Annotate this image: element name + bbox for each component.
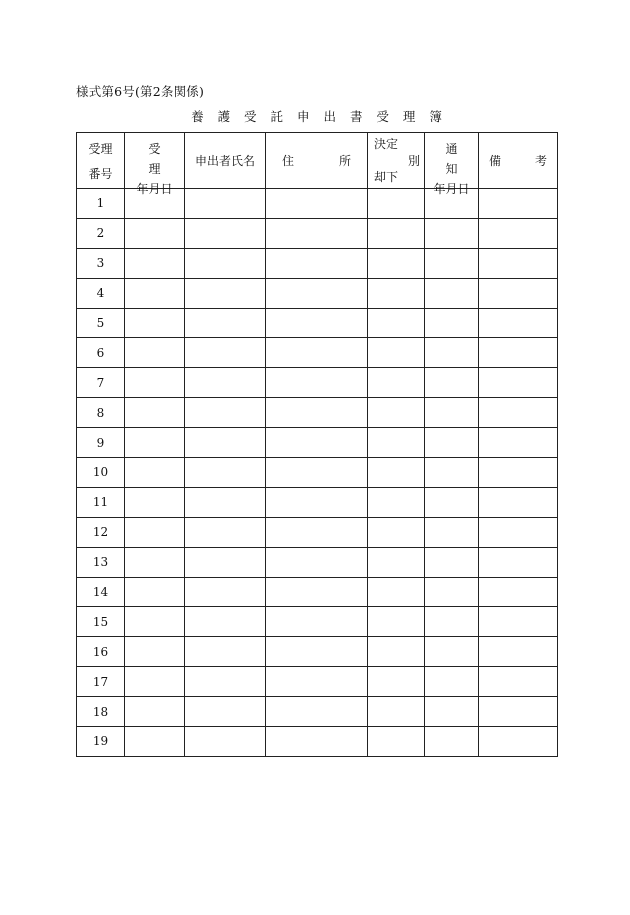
decision-cell[interactable] <box>368 278 425 308</box>
decision-cell[interactable] <box>368 697 425 727</box>
decision-cell[interactable] <box>368 637 425 667</box>
remarks-cell[interactable] <box>479 368 558 398</box>
applicant-name-cell[interactable] <box>185 607 266 637</box>
header-receipt-date <box>125 133 185 196</box>
applicant-name-cell[interactable] <box>185 278 266 308</box>
applicant-name-cell[interactable] <box>185 398 266 428</box>
applicant-name-cell[interactable] <box>185 727 266 757</box>
remarks-cell[interactable] <box>479 189 558 219</box>
remarks-cell[interactable] <box>479 428 558 458</box>
row-number-cell: 3 <box>77 248 125 278</box>
remarks-cell[interactable] <box>479 248 558 278</box>
address-cell[interactable] <box>266 338 368 368</box>
address-cell[interactable] <box>266 547 368 577</box>
header-address-char1: 住 <box>282 154 295 168</box>
applicant-name-cell[interactable] <box>185 308 266 338</box>
address-cell[interactable] <box>266 697 368 727</box>
decision-cell[interactable] <box>368 607 425 637</box>
row-number-cell: 16 <box>77 637 125 667</box>
receipt-date-cell[interactable] <box>125 517 185 547</box>
applicant-name-cell[interactable] <box>185 487 266 517</box>
decision-cell[interactable] <box>368 517 425 547</box>
decision-cell[interactable] <box>368 547 425 577</box>
header-remarks-char2: 考 <box>534 154 547 168</box>
receipt-date-cell[interactable] <box>125 607 185 637</box>
table-row <box>77 428 558 458</box>
table-row <box>77 398 558 428</box>
header-receipt-date-char1: 受 <box>148 142 161 156</box>
remarks-cell[interactable] <box>479 398 558 428</box>
header-address-char2: 所 <box>338 154 351 168</box>
decision-cell[interactable] <box>368 398 425 428</box>
notice-date-cell[interactable] <box>425 248 479 278</box>
decision-cell[interactable] <box>368 577 425 607</box>
header-remarks <box>479 133 558 189</box>
header-receipt-date-line1 <box>125 139 184 179</box>
row-number-cell: 15 <box>77 607 125 637</box>
notice-date-cell[interactable] <box>425 577 479 607</box>
decision-cell[interactable] <box>368 218 425 248</box>
applicant-name-cell[interactable] <box>185 697 266 727</box>
row-number-cell: 7 <box>77 368 125 398</box>
address-cell[interactable] <box>266 637 368 667</box>
address-cell[interactable] <box>266 667 368 697</box>
applicant-name-cell[interactable] <box>185 637 266 667</box>
receipt-date-cell[interactable] <box>125 368 185 398</box>
remarks-cell[interactable] <box>479 517 558 547</box>
notice-date-cell[interactable] <box>425 547 479 577</box>
address-cell[interactable] <box>266 218 368 248</box>
remarks-cell[interactable] <box>479 547 558 577</box>
address-cell[interactable] <box>266 308 368 338</box>
address-cell[interactable] <box>266 458 368 488</box>
table-row <box>77 577 558 607</box>
header-notice-date-char2: 知 <box>445 162 458 176</box>
header-row <box>77 133 558 189</box>
notice-date-cell[interactable] <box>425 607 479 637</box>
address-cell[interactable] <box>266 189 368 219</box>
notice-date-cell[interactable] <box>425 458 479 488</box>
header-receipt-number <box>77 133 125 189</box>
notice-date-cell[interactable] <box>425 338 479 368</box>
table-row <box>77 308 558 338</box>
header-notice-date-line2: 年月日 <box>433 182 470 196</box>
form-number-label: 様式第6号(第2条関係) <box>76 84 205 99</box>
receipt-date-cell[interactable] <box>125 697 185 727</box>
header-decision-line3: 却下 <box>374 170 399 184</box>
table-row <box>77 458 558 488</box>
remarks-cell[interactable] <box>479 637 558 667</box>
applicant-name-cell[interactable] <box>185 458 266 488</box>
header-receipt-date-char2: 理 <box>148 162 161 176</box>
decision-cell[interactable] <box>368 308 425 338</box>
remarks-cell[interactable] <box>479 218 558 248</box>
receipt-date-cell[interactable] <box>125 398 185 428</box>
notice-date-cell[interactable] <box>425 368 479 398</box>
decision-cell[interactable] <box>368 667 425 697</box>
receipt-date-cell[interactable] <box>125 667 185 697</box>
receipt-date-cell[interactable] <box>125 547 185 577</box>
address-cell[interactable] <box>266 278 368 308</box>
receipt-date-cell[interactable] <box>125 428 185 458</box>
decision-cell[interactable] <box>368 428 425 458</box>
row-number-cell: 18 <box>77 697 125 727</box>
table-row <box>77 667 558 697</box>
row-number-cell: 17 <box>77 667 125 697</box>
applicant-name-cell[interactable] <box>185 368 266 398</box>
remarks-cell[interactable] <box>479 278 558 308</box>
row-number-cell: 9 <box>77 428 125 458</box>
row-number-cell: 11 <box>77 487 125 517</box>
receipt-date-cell[interactable] <box>125 278 185 308</box>
header-receipt-date-line2: 年月日 <box>136 182 173 196</box>
applicant-name-cell[interactable] <box>185 577 266 607</box>
decision-cell[interactable] <box>368 727 425 757</box>
notice-date-cell[interactable] <box>425 428 479 458</box>
document-title: 養 護 受 託 申 出 書 受 理 簿 <box>191 109 447 124</box>
remarks-cell[interactable] <box>479 338 558 368</box>
notice-date-cell[interactable] <box>425 487 479 517</box>
decision-cell[interactable] <box>368 248 425 278</box>
row-number-cell: 10 <box>77 458 125 488</box>
row-number-cell: 13 <box>77 547 125 577</box>
row-number-cell: 19 <box>77 727 125 757</box>
row-number-cell: 2 <box>77 218 125 248</box>
table-row <box>77 368 558 398</box>
row-number-cell: 6 <box>77 338 125 368</box>
header-applicant-name: 申出者氏名 <box>185 133 266 189</box>
header-decision <box>368 133 425 189</box>
receipt-date-cell[interactable] <box>125 458 185 488</box>
header-notice-date-line1 <box>425 139 478 179</box>
header-notice-date <box>425 133 479 196</box>
remarks-cell[interactable] <box>479 667 558 697</box>
decision-cell[interactable] <box>368 189 425 219</box>
address-cell[interactable] <box>266 428 368 458</box>
applicant-name-cell[interactable] <box>185 667 266 697</box>
header-address <box>266 133 368 189</box>
decision-cell[interactable] <box>368 368 425 398</box>
header-remarks-char1: 備 <box>489 154 502 168</box>
applicant-name-cell[interactable] <box>185 428 266 458</box>
applicant-name-cell[interactable] <box>185 248 266 278</box>
applicant-name-cell[interactable] <box>185 547 266 577</box>
remarks-cell[interactable] <box>479 697 558 727</box>
notice-date-cell[interactable] <box>425 517 479 547</box>
table-row <box>77 637 558 667</box>
address-cell[interactable] <box>266 248 368 278</box>
notice-date-cell[interactable] <box>425 218 479 248</box>
table-row <box>77 487 558 517</box>
table-row <box>77 338 558 368</box>
header-notice-date-char1: 通 <box>445 142 458 156</box>
header-decision-line1: 決定 <box>374 137 399 151</box>
notice-date-cell[interactable] <box>425 697 479 727</box>
receipt-date-cell[interactable] <box>125 487 185 517</box>
address-cell[interactable] <box>266 398 368 428</box>
notice-date-cell[interactable] <box>425 308 479 338</box>
receipt-date-cell[interactable] <box>125 727 185 757</box>
header-receipt-number-line1: 受理 <box>88 142 113 156</box>
row-number-cell: 5 <box>77 308 125 338</box>
table-row <box>77 218 558 248</box>
table-row <box>77 547 558 577</box>
row-number-cell: 4 <box>77 278 125 308</box>
table-row <box>77 517 558 547</box>
table-row <box>77 278 558 308</box>
remarks-cell[interactable] <box>479 458 558 488</box>
row-number-cell: 1 <box>77 189 125 219</box>
notice-date-cell[interactable] <box>425 667 479 697</box>
address-cell[interactable] <box>266 577 368 607</box>
register-table <box>76 132 558 757</box>
decision-cell[interactable] <box>368 338 425 368</box>
remarks-cell[interactable] <box>479 607 558 637</box>
remarks-cell[interactable] <box>479 487 558 517</box>
address-cell[interactable] <box>266 727 368 757</box>
header-decision-line2: 別 <box>407 153 420 168</box>
header-receipt-number-line2: 番号 <box>88 167 113 181</box>
table-row <box>77 697 558 727</box>
register-body <box>77 189 558 757</box>
address-cell[interactable] <box>266 517 368 547</box>
address-cell[interactable] <box>266 607 368 637</box>
decision-cell[interactable] <box>368 487 425 517</box>
applicant-name-cell[interactable] <box>185 338 266 368</box>
notice-date-cell[interactable] <box>425 637 479 667</box>
address-cell[interactable] <box>266 368 368 398</box>
applicant-name-cell[interactable] <box>185 218 266 248</box>
receipt-date-cell[interactable] <box>125 308 185 338</box>
decision-cell[interactable] <box>368 458 425 488</box>
notice-date-cell[interactable] <box>425 727 479 757</box>
notice-date-cell[interactable] <box>425 278 479 308</box>
remarks-cell[interactable] <box>479 308 558 338</box>
receipt-date-cell[interactable] <box>125 248 185 278</box>
receipt-date-cell[interactable] <box>125 577 185 607</box>
receipt-date-cell[interactable] <box>125 637 185 667</box>
remarks-cell[interactable] <box>479 577 558 607</box>
notice-date-cell[interactable] <box>425 398 479 428</box>
address-cell[interactable] <box>266 487 368 517</box>
applicant-name-cell[interactable] <box>185 517 266 547</box>
row-number-cell: 12 <box>77 517 125 547</box>
row-number-cell: 8 <box>77 398 125 428</box>
applicant-name-cell[interactable] <box>185 189 266 219</box>
receipt-date-cell[interactable] <box>125 218 185 248</box>
table-row <box>77 727 558 757</box>
remarks-cell[interactable] <box>479 727 558 757</box>
row-number-cell: 14 <box>77 577 125 607</box>
table-row <box>77 607 558 637</box>
table-row <box>77 248 558 278</box>
receipt-date-cell[interactable] <box>125 338 185 368</box>
